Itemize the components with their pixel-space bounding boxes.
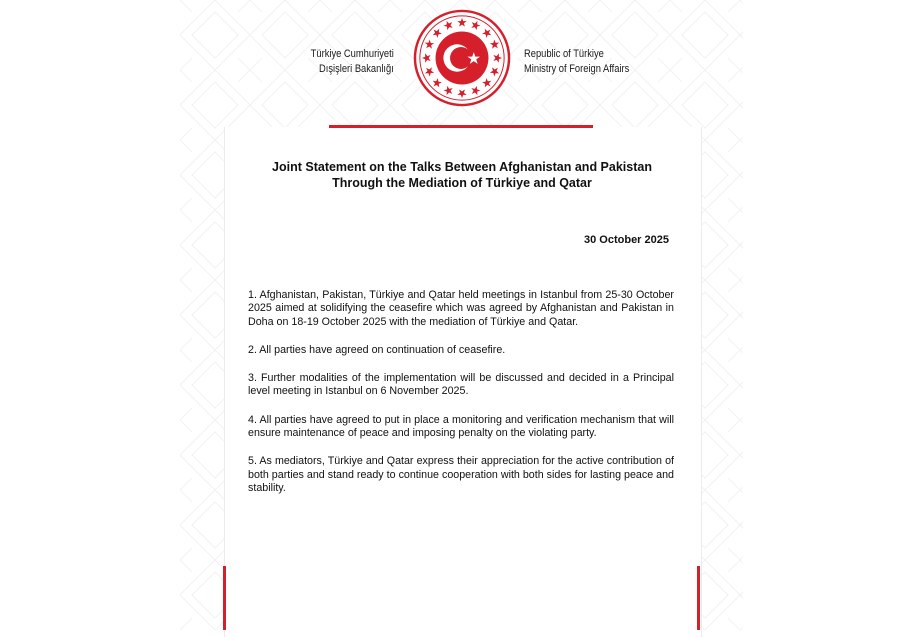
document-title [224,159,700,191]
org-tr-line2: Dışişleri Bakanlığı [319,63,394,75]
org-en-line2: Ministry of Foreign Affairs [524,63,630,75]
org-en-line1: Republic of Türkiye [524,48,604,60]
paragraph-1: 1. Afghanistan, Pakistan, Türkiye and Qatar held meetings in Istanbul from 25-30 October 2025 aimed at solidifying the ceasefire which was agreed by Afghanistan and Pakistan in Doha on 18-19 October 2025 with the mediation of Türkiye and Qatar. [248,289,674,328]
left-accent-bar [223,566,226,630]
title-line-1: Joint Statement on the Talks Between Afghanistan and Pakistan [272,160,652,174]
crescent-star-seal-icon [413,9,511,107]
org-name-turkish [311,47,394,77]
paragraph-5: 5. As mediators, Türkiye and Qatar express their appreciation for the active contribution of both parties and stand ready to continue cooperation with both sides for lasting peace and stability. [248,455,674,494]
paragraph-4: 4. All parties have agreed to put in place a monitoring and verification mechanism that will ensure maintenance of peace and imposing penalty on the violating party. [248,413,674,440]
org-name-english [524,47,629,77]
org-tr-line1: Türkiye Cumhuriyeti [310,48,394,60]
top-accent-rule [329,125,593,128]
document-body [248,289,674,510]
paragraph-2: 2. All parties have agreed on continuation of ceasefire. [248,343,506,356]
right-accent-bar [697,566,700,630]
letterhead [0,6,923,110]
paragraph-3: 3. Further modalities of the implementation will be discussed and decided in a Principal level meeting in Istanbul on 6 November 2025. [248,372,674,398]
title-line-2: Through the Mediation of Türkiye and Qatar [332,176,592,190]
document-date: 30 October 2025 [584,234,669,246]
